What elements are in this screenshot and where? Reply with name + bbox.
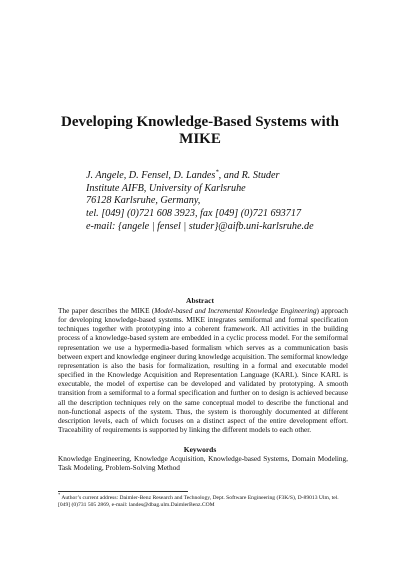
footnote-divider <box>58 491 188 492</box>
author-institute: Institute AIFB, University of Karlsruhe <box>86 182 246 194</box>
abstract-expansion: Model-based and Incremental Knowledge Engineering <box>154 306 317 315</box>
abstract-text <box>58 306 348 434</box>
author-block <box>86 170 386 234</box>
author-names-end: , and R. Studer <box>218 170 280 181</box>
footnote <box>58 492 348 510</box>
abstract-intro: The paper describes the MIKE ( <box>58 306 155 315</box>
author-city: 76128 Karlsruhe, Germany, <box>86 195 201 207</box>
author-email: e-mail: {angele | fensel | studer}@aifb.uni-karlsruhe.de <box>86 220 314 232</box>
abstract-body: ) approach for developing knowledge-based systems. MIKE integrates semiformal and formal specification techniques together with prototyping into a coherent framework. All activities in the building process of a knowledge-based system are embedded in a cyclic process model. For the semiformal representation we use a hypermedia-based formalism which serves as a communication basis between expert and knowledge engineer during knowledge acquisition. The semiformal knowledge representation is also the basis for formalization, resulting in a formal and executable model specified in the Knowledge Acquisition and Representation Language (KARL). Since KARL is executable, the model of expertise can be developed and validated by prototyping. A smooth transition from a semiformal to a formal specification and further on to design is achieved because all the description techniques rely on the same conceptual model to describe the functional and non-functional aspects of the system. Thus, the system is thoroughly documented at different description levels, each of which focuses on a distinct aspect of the entire development effort. Traceability of requirements is supported by linking the different models to each other. <box>58 306 349 435</box>
author-names <box>86 170 386 183</box>
author-footnote-mark: * <box>215 168 219 176</box>
footnote-text: Author’s current address: Daimler-Benz Research and Technology, Dept. Software Engineering (F3K/S), D-89013 Ulm, tel. [049] (0)731 505 2869, e-mail: landes@dbag.ulm.DaimlerBenz.COM <box>58 495 339 509</box>
author-phone-fax: tel. [049] (0)721 608 3923, fax [049] (0)721 693717 <box>86 208 302 220</box>
keywords-heading: Keywords <box>183 445 217 454</box>
footnote-mark: * <box>58 492 61 498</box>
abstract-heading: Abstract <box>186 296 214 305</box>
title-line-1: Developing Knowledge-Based Systems with <box>61 114 339 130</box>
author-names-text: J. Angele, D. Fensel, D. Landes <box>86 170 216 181</box>
title-line-2: MIKE <box>179 131 221 147</box>
keywords-text: Knowledge Engineering, Knowledge Acquisition, Knowledge-based Systems, Domain Modeling, Task Modeling, Problem-Solving Method <box>58 454 348 473</box>
paper-title <box>40 114 360 148</box>
